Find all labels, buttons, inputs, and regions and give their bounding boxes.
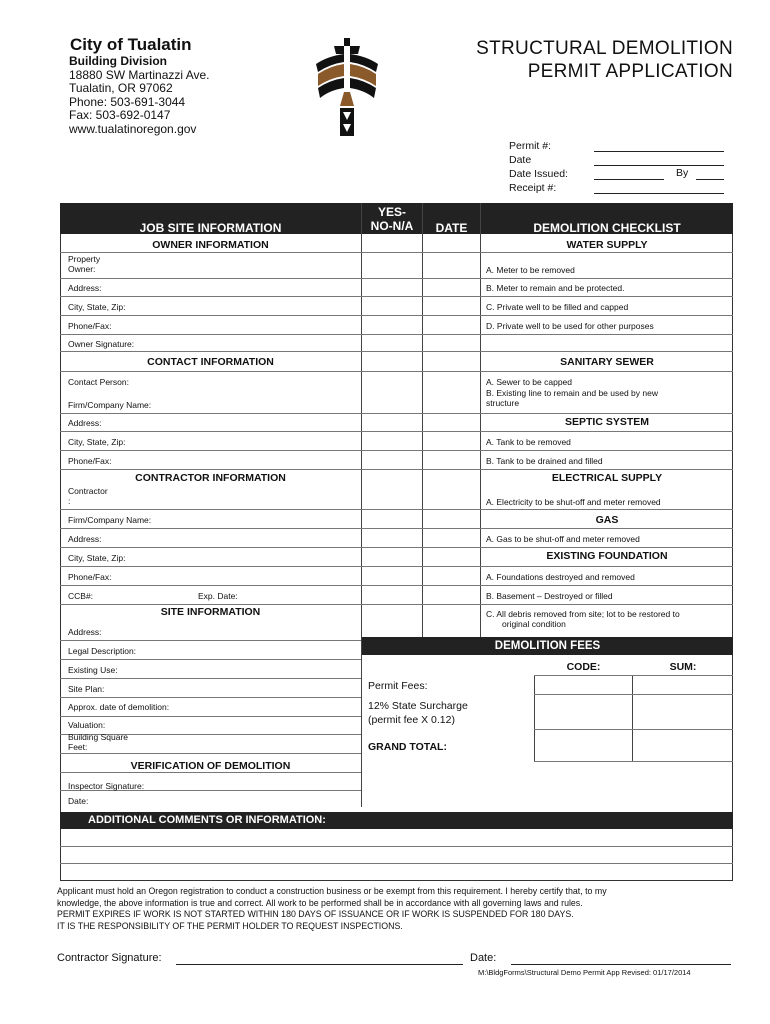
state-surcharge-line-1: 12% State Surcharge	[368, 700, 468, 712]
water-supply-heading: WATER SUPPLY	[566, 239, 648, 251]
row-line	[60, 697, 361, 698]
permit-office-block	[509, 139, 568, 195]
valuation-label: Valuation:	[68, 720, 106, 730]
owner-info-heading: OWNER INFORMATION	[152, 239, 269, 251]
permit-date-label: Date	[509, 154, 532, 166]
verification-date-label: Date:	[68, 796, 89, 806]
owner-address-label: Address:	[68, 283, 102, 293]
owner-phone-label: Phone/Fax:	[68, 321, 112, 331]
permit-number-field[interactable]	[594, 151, 724, 152]
website: www.tualatinoregon.gov	[69, 121, 197, 136]
date-issued-label: Date Issued:	[509, 168, 568, 180]
city-logo	[314, 36, 380, 140]
contractor-label-line-2: :	[68, 496, 71, 506]
yes-no-header-line-1: YES-	[377, 205, 406, 219]
building-sqft-label-line-1: Building Square	[68, 732, 129, 742]
additional-comments-heading: ADDITIONAL COMMENTS OR INFORMATION:	[88, 814, 326, 826]
receipt-label: Receipt #:	[509, 182, 557, 194]
row-line	[60, 772, 361, 773]
state-surcharge-line-2: (permit fee X 0.12)	[368, 714, 455, 726]
job-site-header: JOB SITE INFORMATION	[139, 221, 282, 235]
revision-note: M:\BldgForms\Structural Demo Permit App Revised: 01/17/2014	[478, 968, 691, 977]
permit-date-field[interactable]	[594, 165, 724, 166]
site-address-label: Address:	[68, 627, 102, 637]
row-line	[60, 296, 733, 297]
exp-date-label: Exp. Date:	[198, 591, 238, 601]
water-option-d: D. Private well to be used for other purposes	[486, 321, 654, 331]
certification-text	[57, 886, 607, 932]
signature-date-field[interactable]	[511, 964, 731, 965]
row-line	[60, 252, 733, 253]
row-line	[60, 753, 361, 754]
contractor-signature-label: Contractor Signature:	[57, 952, 162, 964]
legal-description-label: Legal Description:	[68, 646, 137, 656]
property-owner-label	[68, 254, 100, 274]
row-line	[60, 431, 733, 432]
row-line	[60, 547, 733, 548]
phone-number: Phone: 503-691-3044	[69, 94, 186, 109]
existing-use-label: Existing Use:	[68, 665, 118, 675]
building-sqft-label-line-2: Feet:	[68, 742, 88, 752]
water-option-b: B. Meter to remain and be protected.	[486, 283, 625, 293]
electrical-heading: ELECTRICAL SUPPLY	[551, 472, 663, 484]
contractor-phone-label: Phone/Fax:	[68, 572, 112, 582]
expiration-notice: PERMIT EXPIRES IF WORK IS NOT STARTED WITHIN 180 DAYS OF ISSUANCE OR IF WORK IS SUSPENDED FOR 180 DAYS.	[57, 909, 574, 919]
inspector-signature-label: Inspector Signature:	[68, 781, 145, 791]
foundation-option-b: B. Basement – Destroyed or filled	[486, 591, 613, 601]
site-info-heading: SITE INFORMATION	[160, 606, 261, 618]
contact-person-label: Contact Person:	[68, 377, 129, 387]
yes-no-header	[362, 205, 422, 233]
fee-col-divider-2	[632, 675, 633, 761]
code-heading: CODE:	[566, 661, 601, 673]
signature-date-label: Date:	[470, 952, 497, 964]
gas-heading: GAS	[595, 514, 619, 526]
sewer-option-b-line-2: structure	[486, 398, 520, 408]
contractor-city-label: City, State, Zip:	[68, 553, 126, 563]
row-line	[60, 351, 733, 352]
state-surcharge-label	[368, 699, 468, 727]
division-name: Building Division	[69, 54, 167, 68]
yes-no-header-line-2: NO-N/A	[370, 219, 414, 233]
by-label: By	[676, 167, 689, 179]
permit-fees-label: Permit Fees:	[368, 680, 428, 692]
foundation-option-c	[486, 609, 680, 629]
contractor-info-heading: CONTRACTOR INFORMATION	[135, 472, 286, 484]
owner-city-label: City, State, Zip:	[68, 302, 126, 312]
foundation-option-a: A. Foundations destroyed and removed	[486, 572, 635, 582]
contact-firm-label: Firm/Company Name:	[68, 400, 152, 410]
certification-line-2: knowledge, the above information is true and correct. All work to be performed shall be in accordance with all governing laws and rules.	[57, 897, 583, 908]
comment-line	[60, 846, 733, 847]
row-line	[60, 315, 733, 316]
row-line	[60, 585, 733, 586]
row-line	[60, 640, 361, 641]
comment-line	[60, 863, 733, 864]
septic-option-a: A. Tank to be removed	[486, 437, 571, 447]
septic-heading: SEPTIC SYSTEM	[564, 416, 649, 428]
certification-line-1: Applicant must hold an Oregon registration to conduct a construction business or be exempt from this requirement. I hereby certify that, to my	[57, 886, 607, 896]
contractor-signature-field[interactable]	[176, 964, 463, 965]
contact-address-label: Address:	[68, 418, 102, 428]
row-line	[60, 716, 361, 717]
row-line	[60, 278, 733, 279]
contact-phone-label: Phone/Fax:	[68, 456, 112, 466]
water-option-a: A. Meter to be removed	[486, 265, 575, 275]
fee-row-line	[534, 729, 733, 730]
septic-option-b: B. Tank to be drained and filled	[486, 456, 603, 466]
date-issued-field[interactable]	[594, 179, 664, 180]
verification-heading: VERIFICATION OF DEMOLITION	[130, 760, 291, 772]
fee-row-line	[534, 675, 733, 676]
sum-heading: SUM:	[669, 661, 697, 673]
row-line	[60, 469, 733, 470]
contractor-label	[68, 486, 108, 506]
col-divider-1	[361, 203, 362, 807]
row-line	[60, 509, 733, 510]
water-option-c: C. Private well to be filled and capped	[486, 302, 629, 312]
permit-table	[60, 203, 733, 828]
contact-info-heading: CONTACT INFORMATION	[147, 356, 274, 368]
row-line	[60, 371, 733, 372]
building-sqft-label	[68, 732, 128, 752]
foundation-option-c-line-2: original condition	[502, 619, 566, 629]
row-line	[60, 604, 733, 605]
inspection-notice: IT IS THE RESPONSIBILITY OF THE PERMIT HOLDER TO REQUEST INSPECTIONS.	[57, 920, 403, 931]
electrical-option-a: A. Electricity to be shut-off and meter removed	[486, 497, 661, 507]
row-line	[60, 413, 733, 414]
contact-city-label: City, State, Zip:	[68, 437, 126, 447]
sewer-option-a: A. Sewer to be capped	[486, 377, 573, 387]
fax-number: Fax: 503-692-0147	[69, 108, 171, 123]
gas-option-a: A. Gas to be shut-off and meter removed	[486, 534, 640, 544]
fee-col-divider-1	[534, 675, 535, 761]
city-name: City of Tualatin	[70, 35, 192, 54]
row-line	[60, 450, 733, 451]
form-title	[476, 37, 733, 83]
receipt-field[interactable]	[594, 193, 724, 194]
additional-comments-bar	[60, 812, 733, 829]
checklist-header: DEMOLITION CHECKLIST	[533, 221, 681, 235]
row-line	[60, 528, 733, 529]
row-line	[60, 566, 733, 567]
demolition-fees-heading: DEMOLITION FEES	[362, 637, 733, 655]
by-field[interactable]	[696, 179, 724, 180]
foundation-option-c-line-1: C. All debris removed from site; lot to be restored to	[486, 609, 680, 619]
date-header: DATE	[435, 221, 468, 235]
row-line	[60, 334, 733, 335]
sanitary-sewer-heading: SANITARY SEWER	[560, 356, 654, 368]
ccb-label: CCB#:	[68, 591, 94, 601]
agency-address	[69, 55, 210, 137]
fee-row-line	[534, 761, 733, 762]
property-owner-label-line-1: Property	[68, 254, 101, 264]
sewer-option-b-line-1: B. Existing line to remain and be used by new	[486, 388, 658, 398]
foundation-heading: EXISTING FOUNDATION	[546, 550, 668, 562]
comments-area[interactable]	[60, 829, 733, 881]
col-divider-2	[422, 203, 423, 637]
approx-date-label: Approx. date of demolition:	[68, 702, 170, 712]
row-line	[60, 659, 361, 660]
permit-number-label: Permit #:	[509, 140, 552, 152]
grand-total-label: GRAND TOTAL:	[368, 741, 447, 753]
contractor-address-label: Address:	[68, 534, 102, 544]
sewer-option-b	[486, 388, 658, 408]
row-line	[60, 678, 361, 679]
contractor-label-line-1: Contractor	[68, 486, 108, 496]
contractor-firm-label: Firm/Company Name:	[68, 515, 152, 525]
form-title-line-2: PERMIT APPLICATION	[527, 61, 733, 82]
property-owner-label-line-2: Owner:	[68, 264, 96, 274]
site-plan-label: Site Plan:	[68, 684, 105, 694]
street-address: 18880 SW Martinazzi Ave.	[69, 67, 210, 82]
fee-row-line	[534, 694, 733, 695]
city-state-zip: Tualatin, OR 97062	[69, 81, 173, 96]
form-title-line-1: STRUCTURAL DEMOLITION	[476, 38, 733, 59]
owner-signature-label: Owner Signature:	[68, 339, 135, 349]
